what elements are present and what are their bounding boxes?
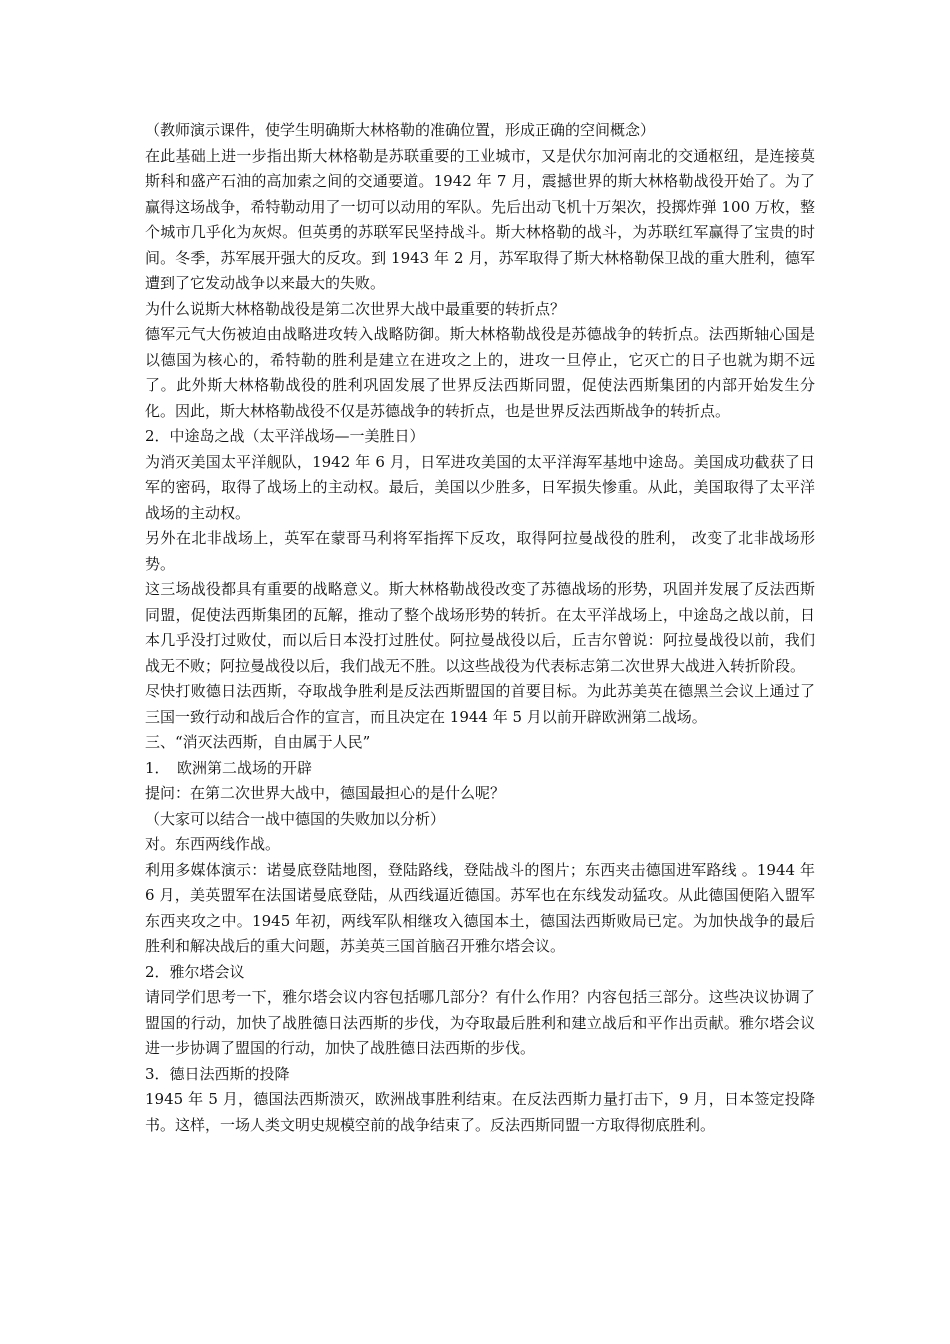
paragraph-question-germany: 提问：在第二次世界大战中，德国最担心的是什么呢？ [145, 784, 506, 802]
heading-midway: 2．中途岛之战（太平洋战场—一美胜日） [145, 427, 425, 445]
paragraph-turning-point-answer: 德军元气大伤被迫由战略进攻转入战略防御。斯大林格勒战役是苏德战争的转折点。法西斯轴心国是以德国为核心的，希特勒的胜利是建立在进攻之上的，进攻一旦停止，它灭亡的日子也就为期不远了。此外斯大林格勒战役的胜利巩固发展了世界反法西斯同盟，促使法西斯集团的内部开始发生分化。因此，斯大林格勒战役不仅是苏德战争的转折点，也是世界反法西斯战争的转折点。 [145, 325, 815, 420]
paragraph-stalingrad-overview: 在此基础上进一步指出斯大林格勒是苏联重要的工业城市，又是伏尔加河南北的交通枢纽，是连接莫斯科和盛产石油的高加索之间的交通要道。1942 年 7 月，震撼世界的斯大林格勒战役开始了。为了赢得这场战争，希特勒动用了一切可以动用的军队。先后出动飞机十万架次，投掷炸弹 100 万枚，整个城市几乎化为灰烬。但英勇的苏联军民坚持战斗。斯大林格勒的战斗，为苏联红军赢得了宝贵的时间。冬季，苏军展开强大的反攻。到 1943 年 2 月，苏军取得了斯大林格勒保卫战的重大胜利，德军遭到了它发动战争以来最大的失败。 [145, 146, 815, 292]
heading-section-three: 三、“消灭法西斯，自由属于人民” [145, 733, 371, 751]
heading-surrender: 3．德日法西斯的投降 [145, 1064, 290, 1083]
paragraph-midway: 为消灭美国太平洋舰队，1942 年 6 月，日军进攻美国的太平洋海军基地中途岛。美国成功截获了日军的密码，取得了战场上的主动权。最后，美国以少胜多，日军损失惨重。从此，美国取得了太平洋战场的主动权。 [145, 452, 815, 522]
paragraph-surrender: 1945 年 5 月，德国法西斯溃灭，欧洲战事胜利结束。在反法西斯力量打击下，9 月，日本签定投降书。这样，一场人类文明史规模空前的战争结束了。反法西斯同盟一方取得彻底胜利。 [145, 1090, 815, 1134]
heading-second-front: 1． 欧洲第二战场的开辟 [145, 758, 313, 777]
paragraph-hint-wwi: （大家可以结合一战中德国的失败加以分析） [145, 809, 446, 828]
paragraph-teacher-demo-note: （教师演示课件，使学生明确斯大林格勒的准确位置，形成正确的空间概念） [145, 121, 656, 139]
paragraph-two-fronts: 对。东西两线作战。 [145, 835, 281, 853]
heading-yalta: 2．雅尔塔会议 [145, 962, 245, 981]
paragraph-north-africa: 另外在北非战场上，英军在蒙哥马利将军指挥下反攻，取得阿拉曼战役的胜利， 改变了北非战场形势。 [145, 529, 815, 573]
paragraph-three-battles: 这三场战役都具有重要的战略意义。斯大林格勒战役改变了苏德战场的形势，巩固并发展了反法西斯同盟，促使法西斯集团的瓦解，推动了整个战场形势的转折。在太平洋战场上，中途岛之战以前，日本几乎没打过败仗，而以后日本没打过胜仗。阿拉曼战役以后，丘吉尔曾说：阿拉曼战役以前，我们战无不败；阿拉曼战役以后，我们战无不胜。以这些战役为代表标志第二次世界大战进入转折阶段。 [145, 580, 815, 675]
paragraph-yalta: 请同学们思考一下，雅尔塔会议内容包括哪几部分？有什么作用？内容包括三部分。这些决议协调了盟国的行动，加快了战胜德日法西斯的步伐，为夺取最后胜利和建立战后和平作出贡献。雅尔塔会议进一步协调了盟国的行动，加快了战胜德日法西斯的步伐。 [145, 988, 815, 1057]
document-body [145, 118, 815, 1138]
paragraph-tehran-conference: 尽快打败德日法西斯，夺取战争胜利是反法西斯盟国的首要目标。为此苏美英在德黑兰会议上通过了三国一致行动和战后合作的宣言，而且决定在 1944 年 5 月以前开辟欧洲第二战场。 [145, 682, 815, 726]
paragraph-normandy: 利用多媒体演示：诺曼底登陆地图，登陆路线，登陆战斗的图片；东西夹击德国进军路线 。1944 年 6 月，美英盟军在法国诺曼底登陆，从西线逼近德国。苏军也在东线发动猛攻。从此德国便陷入盟军东西夹攻之中。1945 年初，两线军队相继攻入德国本土，德国法西斯败局已定。为加快战争的最后胜利和解决战后的重大问题，苏美英三国首脑召开雅尔塔会议。 [145, 860, 815, 955]
paragraph-turning-point-question: 为什么说斯大林格勒战役是第二次世界大战中最重要的转折点？ [145, 299, 566, 318]
